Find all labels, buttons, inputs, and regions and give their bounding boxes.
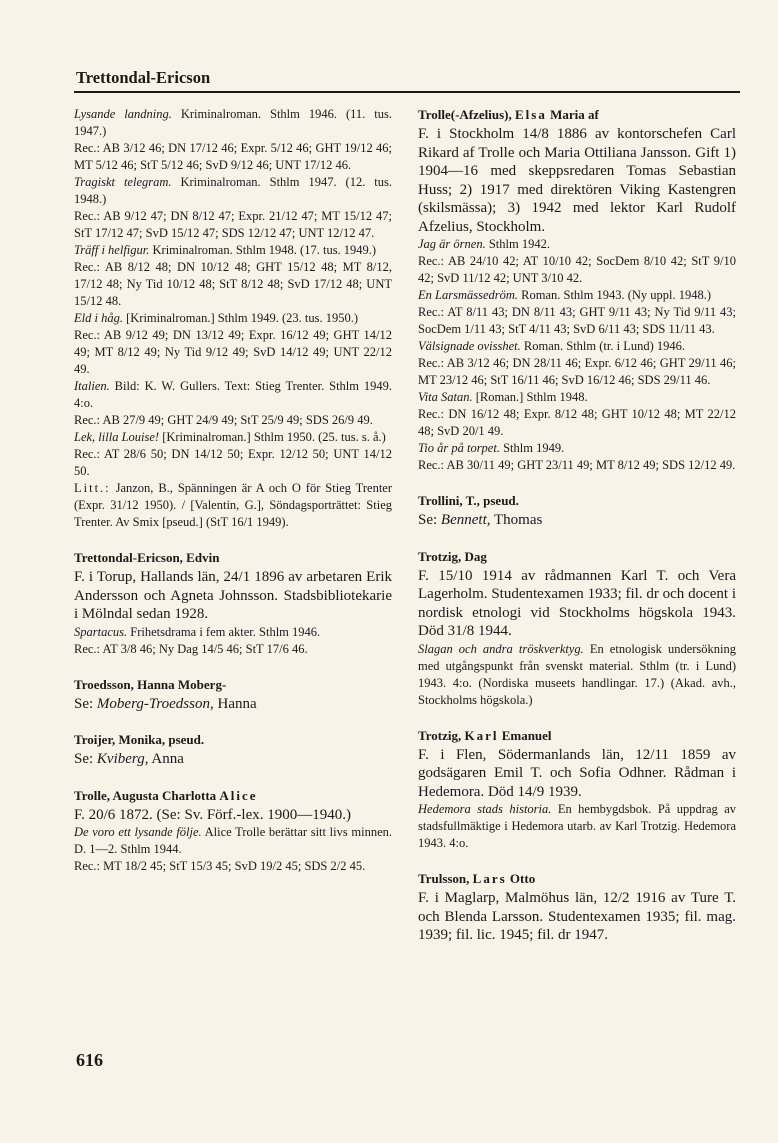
- heading-name-rest: Maria af: [550, 107, 599, 122]
- work-item: [74, 174, 392, 208]
- se-label: Se:: [74, 695, 94, 712]
- work-item: [74, 242, 392, 259]
- heading-name: Trotzig,: [418, 727, 462, 743]
- se-label: Se:: [418, 512, 438, 528]
- se-label: Se:: [74, 751, 94, 767]
- work-text: Sthlm 1942.: [488, 237, 550, 251]
- cross-reference: [74, 750, 392, 769]
- work-text: [Kriminalroman.] Sthlm 1950. (25. tus. s. å.): [162, 430, 386, 444]
- work-title: Tio år på torpet.: [418, 441, 500, 455]
- work-title: Jag är örnen.: [418, 237, 486, 251]
- review-list: Rec.: AB 30/11 49; GHT 23/11 49; MT 8/12 49; SDS 12/12 49.: [418, 458, 736, 472]
- work-item: [74, 624, 392, 641]
- review-list: Rec.: AB 9/12 49; DN 13/12 49; Expr. 16/12 49; GHT 14/12 49; MT 8/12 49; Ny Tid 9/12 49; SvD 14/12 49; UNT 22/12 49.: [74, 328, 392, 376]
- work-item: [418, 801, 736, 852]
- work-title: En Larsmässedröm.: [418, 288, 519, 302]
- review-list: Rec.: AB 3/12 46; DN 17/12 46; Expr. 5/12 46; GHT 19/12 46; MT 5/12 46; StT 5/12 46; SvD 9/12 46; UNT 17/12 46.: [74, 141, 392, 172]
- work-item: [74, 378, 392, 412]
- work-text: Roman. Sthlm (tr. i Lund) 1946.: [523, 339, 685, 353]
- entry-heading: Trotzig, Dag: [418, 548, 487, 564]
- header-rule: [74, 91, 740, 93]
- entry-heading: Troijer, Monika, pseud.: [74, 732, 205, 747]
- work-title: Spartacus.: [74, 624, 128, 639]
- work-item: [74, 429, 392, 446]
- work-text: Kriminalroman. Sthlm 1947. (12. tus. 1948.): [74, 175, 393, 206]
- heading-name: Trulsson,: [418, 871, 470, 886]
- work-text: Roman. Sthlm 1943. (Ny uppl. 1948.): [521, 288, 712, 302]
- se-target-rest: Thomas: [493, 512, 543, 528]
- work-title: Slagan och andra tröskverktyg.: [418, 641, 584, 656]
- entry-heading: Trollini, T., pseud.: [418, 493, 519, 508]
- entry-trenter-continued: [74, 106, 392, 531]
- entry-bio: F. 20/6 1872. (Se: Sv. Förf.-lex. 1900—1940.): [74, 806, 351, 823]
- entry-trolle-alice: [74, 787, 392, 876]
- review-list: Rec.: AT 3/8 46; Ny Dag 14/5 46; StT 17/6 46.: [74, 641, 308, 656]
- entry-trulsson: [418, 870, 736, 945]
- cross-reference: [74, 695, 392, 714]
- literature-note: [74, 480, 392, 531]
- heading-given-name: Lars: [472, 871, 507, 886]
- work-item: [418, 338, 736, 355]
- entry-trotzig-karl: [418, 727, 736, 853]
- right-column: [418, 106, 736, 963]
- work-item: [74, 824, 392, 858]
- entry-bio: F. 15/10 1914 av rådmannen Karl T. och Vera Lagerholm. Studentexamen 1933; fil. dr och docent i nordisk etnologi vid Stockholms högskola 1943. Död 31/8 1944.: [418, 567, 736, 639]
- se-target-rest: Anna: [151, 751, 184, 767]
- work-title: Vita Satan.: [418, 390, 473, 404]
- entry-heading: [418, 106, 736, 123]
- work-text: Sthlm 1949.: [503, 441, 565, 455]
- work-text: Kriminalroman. Sthlm 1948. (17. tus. 1949.): [152, 243, 377, 257]
- review-list: Rec.: AB 8/12 48; DN 10/12 48; GHT 15/12 48; MT 8/12, 17/12 48; Ny Tid 10/12 48; StT 8/12 48; SvD 17/12 48; UNT 15/12 48.: [74, 260, 392, 308]
- entry-troijer: [74, 731, 392, 769]
- review-list: Rec.: DN 16/12 48; Expr. 8/12 48; GHT 10/12 48; MT 22/12 48; SvD 20/1 49.: [418, 407, 736, 438]
- review-list: Rec.: AB 24/10 42; AT 10/10 42; SocDem 8/10 42; StT 9/10 42; SvD 11/12 42; UNT 3/10 42.: [418, 254, 736, 285]
- litt-text: Janzon, B., Spänningen är A och O för Stieg Trenter (Expr. 31/12 1950). / [Valentin, G.], Söndagsporträttet: Stieg Trenter. Av Smix [pseud.] (StT 16/1 1949).: [74, 481, 393, 529]
- entry-trolle-elsa: [418, 106, 736, 474]
- heading-given-name: Alice: [219, 787, 258, 803]
- entry-bio: F. i Stockholm 14/8 1886 av kontorschefen Carl Rikard af Trolle och Maria Ottiliana Jansson. Gift 1) 1904—16 med skeppsredaren Tomas Sebastian Huss; 2) 1917 med direktören Viking Kastengren (skilsmässa); 3) 1942 med lektor Karl Rudolf Afzelius, Stockholm.: [418, 126, 736, 235]
- se-target: Moberg-Troedsson,: [96, 695, 214, 712]
- se-target-rest: Hanna: [217, 695, 257, 712]
- page-number: 616: [76, 1050, 103, 1070]
- entry-trotzig-dag: [418, 548, 736, 709]
- work-title: Eld i håg.: [74, 311, 123, 325]
- entry-trollini: [418, 492, 736, 530]
- work-title: De voro ett lysande följe.: [74, 825, 202, 839]
- work-title: Träff i helfigur.: [74, 243, 150, 257]
- entry-heading: [418, 727, 736, 744]
- work-title: Tragiskt telegram.: [74, 175, 172, 189]
- work-text: Bild: K. W. Gullers. Text: Stieg Trenter. Sthlm 1949. 4:o.: [74, 379, 393, 410]
- review-list: Rec.: AB 27/9 49; GHT 24/9 49; StT 25/9 49; SDS 26/9 49.: [74, 413, 373, 427]
- work-item: [418, 236, 736, 253]
- entry-heading: Troedsson, Hanna Moberg-: [74, 676, 227, 692]
- left-column: [74, 106, 392, 893]
- entry-heading: [418, 870, 736, 887]
- se-target: Kviberg,: [96, 751, 149, 767]
- litt-label: Litt.:: [74, 481, 111, 495]
- work-title: Lysande landning.: [74, 107, 172, 121]
- entry-heading: Trettondal-Ericson, Edvin: [74, 550, 220, 565]
- work-text: [Roman.] Sthlm 1948.: [475, 390, 588, 404]
- entry-trettondal-ericson-edvin: [74, 549, 392, 658]
- review-list: Rec.: AT 8/11 43; DN 8/11 43; GHT 9/11 43; Ny Tid 9/11 43; SocDem 1/11 43; StT 4/11 43; SvD 6/11 43; SDS 11/11 43.: [418, 305, 736, 336]
- work-text: En hembygdsbok. På uppdrag av stadsfullmäktige i Hedemora utarb. av Karl Trotzig. Hedemora 1943. 4:o.: [418, 802, 737, 850]
- work-item: [418, 641, 736, 709]
- work-item: [418, 389, 736, 406]
- work-text: [Kriminalroman.] Sthlm 1949. (23. tus. 1950.): [126, 311, 359, 325]
- work-title: Lek, lilla Louise!: [74, 430, 160, 444]
- heading-name-rest: Emanuel: [501, 727, 552, 743]
- work-title: Välsignade ovisshet.: [418, 339, 521, 353]
- heading-name: Trolle(-Afzelius),: [418, 107, 512, 122]
- entry-bio: F. i Maglarp, Malmöhus län, 12/2 1916 av Ture T. och Blenda Larsson. Studentexamen 1935; fil. mag. 1939; fil. lic. 1945; fil. dr 1947.: [418, 890, 736, 943]
- work-text: Kriminalroman. Sthlm 1946. (11. tus. 1947.): [74, 107, 392, 138]
- entry-bio: F. i Torup, Hallands län, 24/1 1896 av arbetaren Erik Andersson och Agneta Johnsson. Stadsbibliotekarie i Mölndal sedan 1928.: [74, 569, 392, 622]
- cross-reference: [418, 511, 736, 530]
- work-text: Alice Trolle berättar sitt livs minnen. D. 1—2. Sthlm 1944.: [74, 825, 392, 856]
- work-text: Frihetsdrama i fem akter. Sthlm 1946.: [130, 624, 321, 639]
- work-item: [74, 106, 392, 140]
- work-title: Italien.: [74, 379, 110, 393]
- heading-name-rest: Otto: [509, 871, 536, 886]
- review-list: Rec.: AB 9/12 47; DN 8/12 47; Expr. 21/12 47; MT 15/12 47; StT 17/12 47; SvD 15/12 47; SDS 12/12 47; UNT 12/12 47.: [74, 209, 392, 240]
- entry-troedsson: [74, 676, 392, 714]
- heading-given-name: Karl: [464, 727, 499, 743]
- work-item: [418, 287, 736, 304]
- heading-name: Trolle, Augusta Charlotta: [74, 787, 217, 803]
- work-title: Hedemora stads historia.: [418, 802, 552, 816]
- running-head: Trettondal-Ericson: [76, 68, 211, 87]
- review-list: Rec.: AT 28/6 50; DN 14/12 50; Expr. 12/12 50; UNT 14/12 50.: [74, 447, 392, 478]
- work-item: [418, 440, 736, 457]
- work-item: [74, 310, 392, 327]
- entry-heading: [74, 787, 392, 804]
- se-target: Bennett,: [440, 512, 491, 528]
- heading-given-name: Elsa: [515, 107, 547, 122]
- work-text: En etnologisk undersökning med utgångspunkt från svenskt material. Sthlm (tr. i Lund) 1943. 4:o. (Nordiska museets handlingar. 17.) (Akad. avh., Stockholms högskola.): [418, 641, 737, 707]
- review-list: Rec.: AB 3/12 46; DN 28/11 46; Expr. 6/12 46; GHT 29/11 46; MT 23/12 46; StT 16/11 46; SvD 16/12 46; SDS 29/11 46.: [418, 356, 736, 387]
- entry-bio: F. i Flen, Södermanlands län, 12/11 1859 av godsägaren Emil T. och Sofia Odhner. Rådman i Hedemora. Död 14/9 1939.: [418, 746, 736, 800]
- review-list: Rec.: MT 18/2 45; StT 15/3 45; SvD 19/2 45; SDS 2/2 45.: [74, 859, 366, 873]
